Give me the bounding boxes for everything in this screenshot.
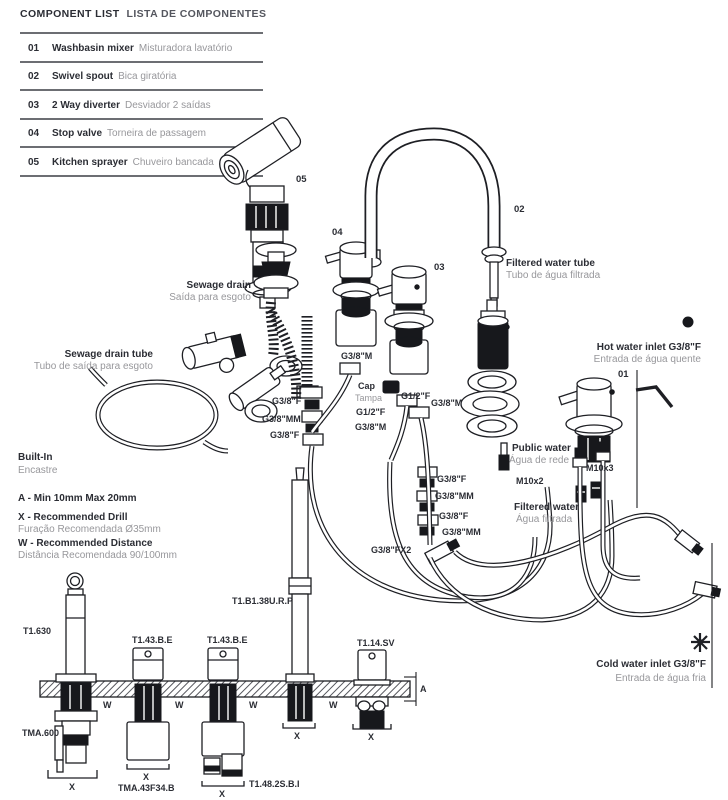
product-code-t1-48-2sbi: T1.48.2S.B.I [249,779,300,789]
product-code-t1-b1-38urp: T1.B1.38U.R.P [232,596,294,606]
marker-dot [505,325,509,329]
callout-sewage-drain-pt: Saída para esgoto [169,292,251,303]
note-a: A - Min 10mm Max 20mm [18,493,137,504]
marker-dot [415,285,419,289]
part-callout-03: 03 [434,262,445,273]
fitting-label-g38f-left-2: G3/8"F [270,430,300,440]
callout-cold-water: Cold water inlet G3/8"F [596,659,706,670]
fitting-label-g38m-right: G3/8"M [431,398,463,408]
fitting-label-cap: Cap [358,381,376,391]
install-unit-sprayer [48,573,97,778]
fitting-label-g12f-left: G1/2"F [356,407,386,417]
spout-shank-drawing [461,300,519,437]
callout-public-water: Public water [512,443,571,454]
dim-x-1: X [69,782,76,792]
fitting-label-g38m-left: G3/8"M [355,422,387,432]
fitting-label-g38fx2: G3/8"FX2 [371,545,412,555]
callout-filtered-water-tube-pt: Tubo de água filtrada [506,270,601,281]
product-code-t1-43be-right: T1.43.B.E [207,635,248,645]
sewage-drain-tube-drawing [90,368,228,451]
note-x: X - Recommended Drill [18,512,128,523]
fitting-label-g38f-left-1: G3/8"F [272,396,302,406]
mixer-lever [636,387,672,407]
dim-w-2: W [175,700,184,710]
callout-public-water-pt: Água de rede [509,455,570,466]
part-callout-05: 05 [296,174,307,185]
callout-built-in-pt: Encastre [18,465,58,476]
note-w: W - Recommended Distance [18,538,153,549]
part-callout-04: 04 [332,227,343,238]
snowflake-icon [691,633,710,652]
dim-x-3: X [219,789,226,799]
fitting-label-g38mm-center-2: G3/8"MM [442,527,481,537]
callout-hot-water: Hot water inlet G3/8"F [596,342,701,353]
component-list-title: COMPONENT LIST LISTA DE COMPONENTES [20,8,267,20]
component-row: 03 2 Way diverter Desviador 2 saídas [28,100,211,111]
product-code-t1-14sv: T1.14.SV [357,638,395,648]
product-code-t1-630: T1.630 [23,626,52,636]
fitting-label-g38f-center-2: G3/8"F [439,511,469,521]
part-callout-01: 01 [618,369,629,380]
note-w-pt: Distância Recomendada 90/100mm [18,550,177,561]
swivel-spout-drawing [371,134,506,306]
dim-w-3: W [249,700,258,710]
dim-a: A [420,684,427,694]
fitting-label-m10x2: M10x2 [516,476,544,486]
fitting-stack-left [300,363,360,445]
component-row: 04 Stop valve Torneira de passagem [28,128,206,139]
callout-sewage-drain-tube-pt: Tubo de saída para esgoto [33,361,153,372]
component-row: 02 Swivel spout Bica giratória [28,71,177,82]
hot-water-dot [683,317,693,327]
component-row: 01 Washbasin mixer Misturadora lavatório [28,43,233,54]
fitting-label-g38mm-center-1: G3/8"MM [435,491,474,501]
dim-w-1: W [103,700,112,710]
public-water-stud [499,443,509,470]
product-code-t1-43be-left: T1.43.B.E [132,635,173,645]
dim-x-2: X [143,772,150,782]
fitting-label-m10x3: M10x3 [586,463,614,473]
fitting-label-g38m-top: G3/8"M [341,351,373,361]
fitting-label-g38mm-left: G3/8"MM [262,414,301,424]
dim-w-4: W [329,700,338,710]
cap-part [383,381,399,393]
install-unit-valve-left [127,648,169,769]
component-row: 05 Kitchen sprayer Chuveiro bancada [28,157,214,168]
dim-x-4: X [294,731,301,741]
fitting-label-g12f-right: G1/2"F [401,391,431,401]
install-unit-valve-right [202,648,244,786]
hose-end-nut [675,530,704,557]
callout-filtered-water: Filtered water [514,502,580,513]
callout-hot-water-pt: Entrada de água quente [593,354,701,365]
callout-sewage-drain-tube: Sewage drain tube [64,349,153,360]
note-x-pt: Furação Recomendada Ø35mm [18,524,161,535]
callout-built-in: Built-In [18,452,53,463]
callout-sewage-drain: Sewage drain [186,280,251,291]
callout-cold-water-pt: Entrada de água fria [615,673,706,684]
fitting-label-cap-pt: Tampa [355,393,383,403]
part-callout-02: 02 [514,204,525,215]
callout-filtered-water-pt: Água filtrada [516,514,573,525]
dim-x-5: X [368,732,375,742]
product-code-tma-43f34b: TMA.43F34.B [118,783,175,793]
callout-filtered-water-tube: Filtered water tube [506,258,595,269]
product-code-tma-600: TMA.600 [22,728,60,738]
fitting-label-g38f-center-1: G3/8"F [437,474,467,484]
